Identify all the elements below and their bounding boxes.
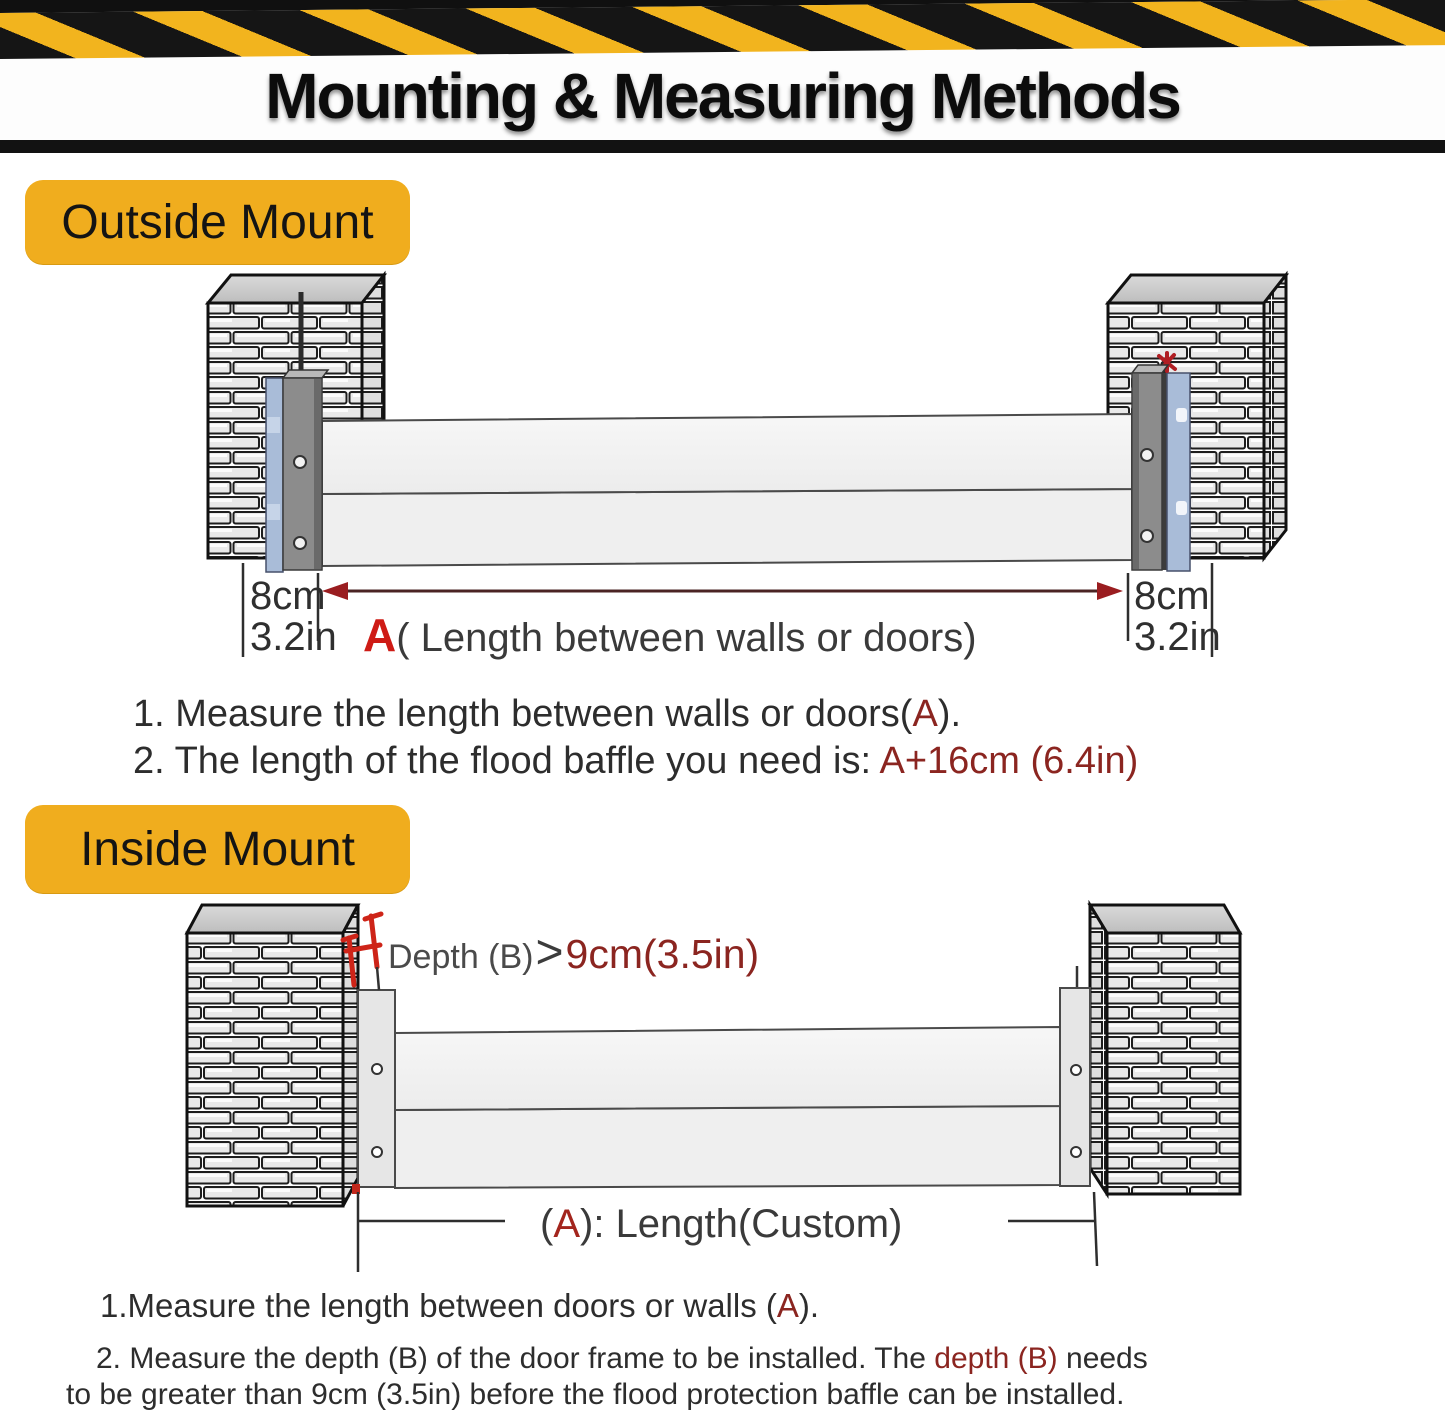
custom-length-a: A [553, 1202, 581, 1246]
screw-hole [1071, 1065, 1081, 1075]
right-gap-inch: 3.2in [1134, 614, 1221, 659]
inside-step-3: to be greater than 9cm (3.5in) before the flood protection baffle can be installed. [66, 1378, 1125, 1411]
hazard-header [0, 0, 1445, 153]
right-wall-strip [1159, 353, 1190, 571]
screw-hole [294, 537, 306, 549]
inside-mount-badge-label: Inside Mount [80, 822, 355, 876]
bracket-drop-line [377, 967, 379, 990]
inside-step-1: 1.Measure the length between doors or walls (A). [100, 1287, 820, 1324]
outside-barrier-panels [322, 414, 1132, 566]
inside-right-pillar [1090, 905, 1240, 1194]
inside-barrier-panels [395, 1027, 1060, 1188]
screw-hole [372, 1147, 382, 1157]
header-bottom-bar [0, 140, 1445, 153]
left-gap-cm: 8cm [250, 574, 326, 618]
left-frame-channel [352, 990, 395, 1194]
screw-hole [1071, 1147, 1081, 1157]
left-gap-measure [250, 576, 337, 658]
page-title: Mounting & Measuring Methods [265, 60, 1180, 132]
depth-b-label [388, 925, 759, 980]
outside-mount-badge-label: Outside Mount [61, 195, 374, 249]
screw-hole [294, 456, 306, 468]
left-gap-inch: 3.2in [250, 614, 337, 659]
depth-b-text: Depth (B) [388, 938, 534, 976]
right-mounting-channel [1132, 365, 1168, 570]
depth-b-value: 9cm(3.5in) [565, 931, 760, 977]
left-mounting-channel [283, 370, 328, 570]
length-a-text: ( Length between walls or doors) [396, 616, 977, 660]
screw-hole [1141, 530, 1153, 542]
length-a-label [363, 608, 977, 662]
length-a-letter: A [363, 609, 397, 661]
length-arrow [322, 582, 1123, 600]
arrowhead-right [1097, 582, 1123, 600]
greater-than-sign: > [535, 926, 564, 979]
custom-length-label: (A): Length(Custom) [540, 1202, 903, 1246]
right-frame-channel [1060, 966, 1090, 1186]
inside-left-pillar [187, 905, 358, 1206]
right-gap-cm: 8cm [1134, 574, 1210, 618]
outside-step-1: 1. Measure the length between walls or doors(A). [133, 693, 962, 735]
inside-step-2: 2. Measure the depth (B) of the door frame to be installed. The depth (B) needs [96, 1342, 1148, 1375]
right-gap-measure [1134, 576, 1221, 658]
screw-hole [372, 1064, 382, 1074]
screw-hole [1141, 449, 1153, 461]
outside-mount-badge [25, 180, 410, 264]
outside-step-2: 2. The length of the flood baffle you need is: A+16cm (6.4in) [133, 740, 1139, 782]
inside-mount-badge [25, 805, 410, 893]
